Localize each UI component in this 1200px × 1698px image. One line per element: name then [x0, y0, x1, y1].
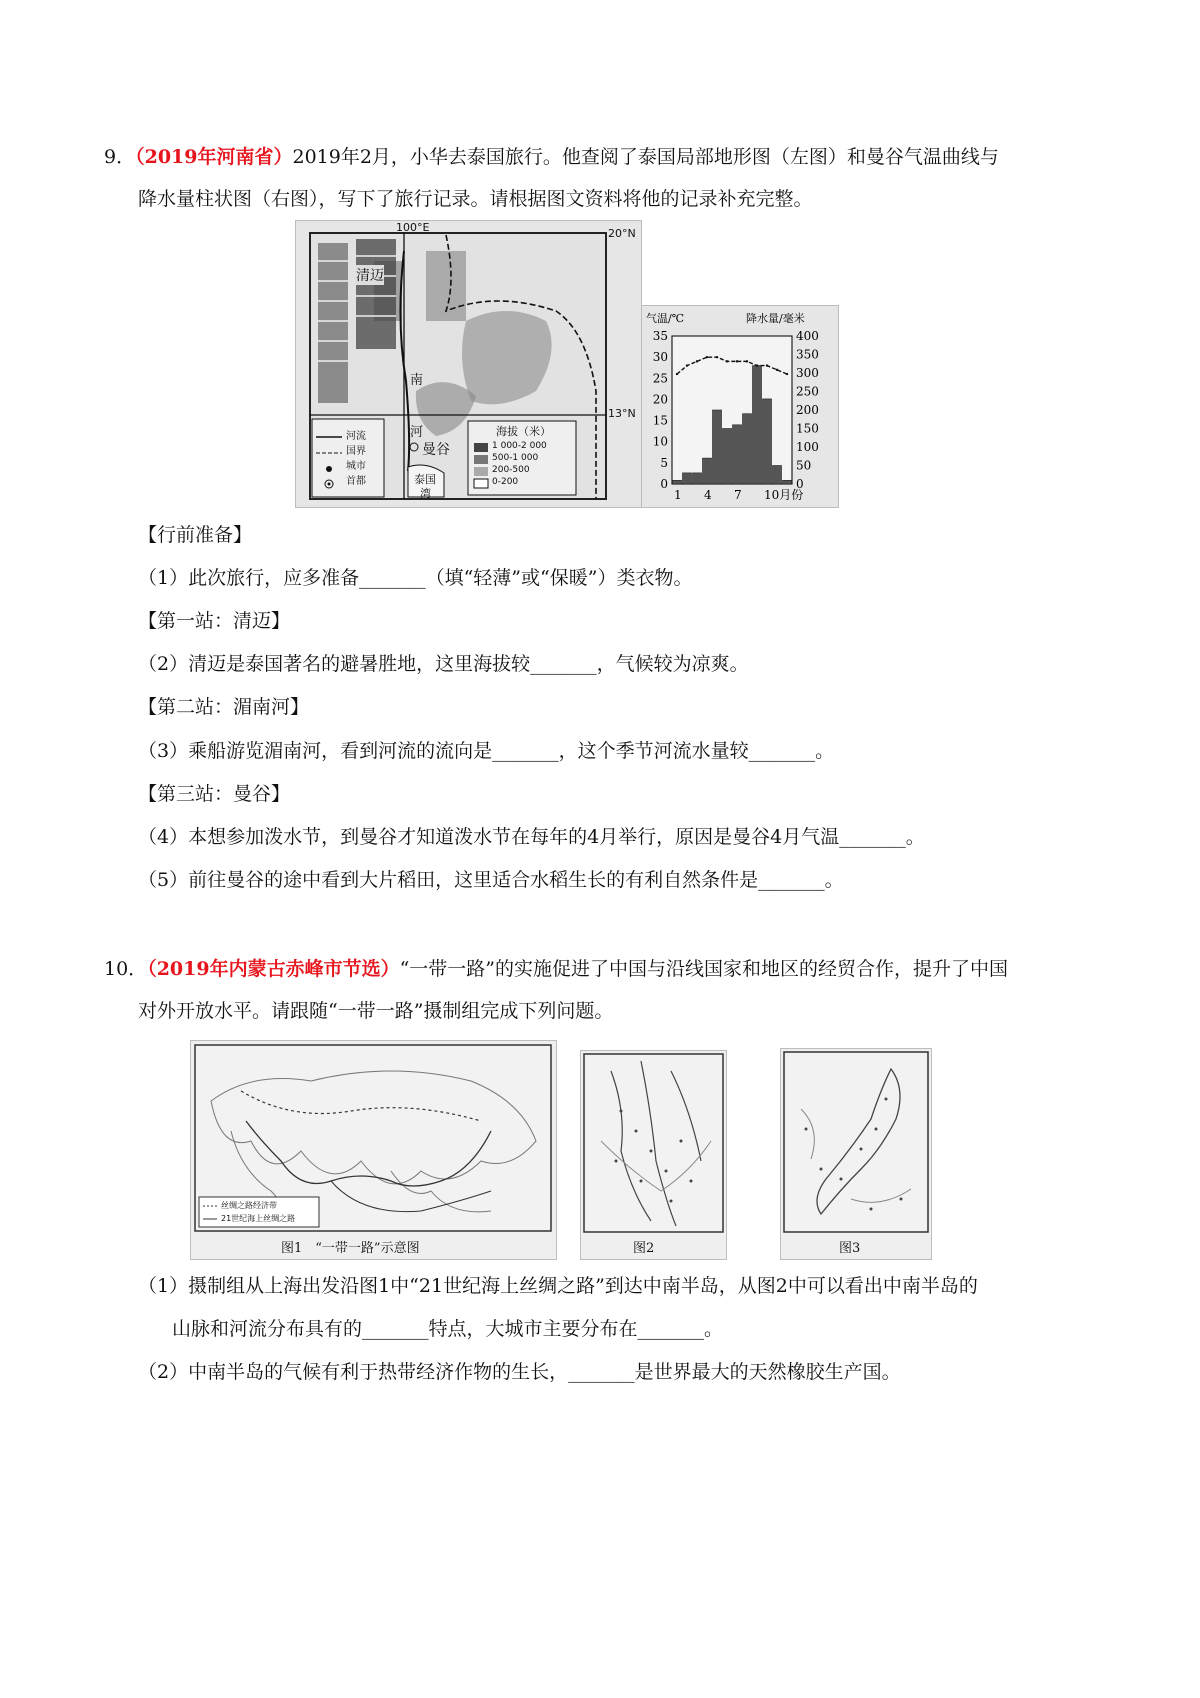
- chart-plot-area: [672, 336, 792, 484]
- fig1-caption: 图1 “一带一路”示意图: [281, 1241, 420, 1256]
- climate-chart-svg: [642, 306, 838, 507]
- q9-sub5: （5）前往曼谷的途中看到大片稻田，这里适合水稻生长的有利自然条件是_______。: [138, 869, 844, 891]
- temperature-point: [746, 360, 748, 362]
- precip-bar: [743, 414, 752, 484]
- map-legend-items: 1 000-2 000 500-1 000 200-500 0-200: [492, 441, 547, 487]
- fig1-legend: 丝绸之路经济带 21世纪海上丝绸之路: [221, 1201, 296, 1223]
- indochina-map-fig2: [580, 1050, 727, 1260]
- q9-sub4: （4）本想参加泼水节，到曼谷才知道泼水节在每年的4月举行，原因是曼谷4月气温_______。: [138, 826, 925, 848]
- chart-right-tick: 50: [796, 458, 812, 473]
- q10-sub2: （2）中南半岛的气候有利于热带经济作物的生长，_______是世界最大的天然橡胶生产国。: [138, 1361, 901, 1383]
- precip-bar: [683, 473, 692, 484]
- temperature-point: [736, 360, 738, 362]
- map-legend-title: 海拔（米）: [496, 425, 551, 438]
- precip-bar: [723, 429, 732, 485]
- fig3-caption: 图3: [839, 1241, 861, 1256]
- chart-left-tick: 20: [652, 392, 668, 407]
- bangkok-climate-chart: [641, 305, 839, 508]
- chart-x-tick: 7: [734, 488, 742, 502]
- map-lat-mid: 13°N: [608, 407, 636, 420]
- thailand-terrain-map: [295, 220, 642, 508]
- chart-right-tick: 400: [796, 329, 819, 343]
- temperature-point: [726, 360, 728, 362]
- chart-left-tick: 0: [660, 477, 668, 491]
- map-place-nan: 南: [410, 373, 424, 388]
- chart-left-tick: 15: [652, 413, 668, 428]
- chart-right-tick: 100: [796, 440, 819, 454]
- temperature-point: [786, 373, 788, 375]
- precip-bar: [673, 480, 682, 484]
- temperature-point: [756, 364, 758, 366]
- map-lon-label: 100°E: [396, 221, 430, 234]
- temperature-point: [776, 369, 778, 371]
- map-lat-top: 20°N: [608, 227, 636, 240]
- q9-section1: 【行前准备】: [138, 524, 253, 546]
- q9-section3: 【第二站：湄南河】: [138, 696, 310, 718]
- precip-bar: [763, 399, 772, 484]
- q10-stem-text1: “一带一路”的实施促进了中国与沿线国家和地区的经贸合作，提升了中国: [399, 958, 1009, 980]
- belt-road-map: [190, 1040, 557, 1260]
- precip-bar: [783, 480, 792, 484]
- map-fig3: [780, 1048, 932, 1260]
- chart-right-tick: 250: [796, 384, 819, 399]
- precip-bar: [693, 473, 702, 484]
- precip-bar: [773, 466, 782, 485]
- q9-sub1: （1）此次旅行，应多准备_______（填“轻薄”或“保暖”）类衣物。: [138, 567, 693, 589]
- chart-right-tick: 350: [796, 347, 819, 362]
- q9-stem-line2: 降水量柱状图（右图），写下了旅行记录。请根据图文资料将他的记录补充完整。: [138, 188, 813, 210]
- precip-bar: [753, 366, 762, 484]
- q10-sub1-line1: （1）摄制组从上海出发沿图1中“21世纪海上丝绸之路”到达中南半岛，从图2中可以看出中南半岛的: [138, 1275, 978, 1297]
- q9-stem-line1: [104, 144, 999, 170]
- chart-left-tick: 30: [652, 350, 668, 365]
- chart-x-tick: 1: [674, 488, 682, 502]
- chart-right-tick: 0: [796, 477, 804, 491]
- fig2-caption: 图2: [633, 1241, 655, 1256]
- q10-number: 10．: [104, 958, 148, 980]
- temperature-point: [696, 360, 698, 362]
- precip-bar: [703, 458, 712, 484]
- map-place-chiangmai: 清迈: [356, 265, 384, 285]
- temperature-point: [766, 364, 768, 366]
- chart-left-axis-label: 气温/℃: [646, 312, 685, 325]
- q9-sub3: （3）乘船游览湄南河，看到河流的流向是_______，这个季节河流水量较_______。: [138, 740, 835, 762]
- chart-left-tick: 25: [652, 371, 668, 386]
- temperature-point: [716, 356, 718, 358]
- chart-x-tick: 10月份: [764, 488, 804, 502]
- precip-bar: [713, 410, 722, 484]
- chart-left-tick: 5: [660, 455, 668, 470]
- map-place-thai: 泰国: [414, 473, 436, 486]
- q10-stem-line2: 对外开放水平。请跟随“一带一路”摄制组完成下列问题。: [138, 1000, 614, 1022]
- chart-left-tick: 35: [652, 329, 668, 343]
- chart-left-tick: 10: [652, 434, 668, 449]
- chart-right-axis-label: 降水量/毫米: [746, 312, 805, 325]
- chart-right-tick: 150: [796, 421, 819, 436]
- map-legend-left: 河流 国界 城市 首都: [346, 431, 366, 487]
- q9-stem-text1: 2019年2月，小华去泰国旅行。他查阅了泰国局部地形图（左图）和曼谷气温曲线与: [292, 146, 999, 168]
- q9-number: 9．: [104, 146, 136, 168]
- chart-x-tick: 4: [704, 488, 712, 502]
- q9-sub2: （2）清迈是泰国著名的避暑胜地，这里海拔较_______，气候较为凉爽。: [138, 653, 749, 675]
- q10-source: （2019年内蒙古赤峰市节选）: [147, 958, 400, 980]
- map-place-gulf: 湾: [420, 487, 431, 500]
- q10-sub1-line2: 山脉和河流分布具有的_______特点，大城市主要分布在_______。: [172, 1318, 724, 1340]
- temperature-point: [706, 356, 708, 358]
- q9-section2: 【第一站：清迈】: [138, 610, 291, 632]
- chart-right-tick: 300: [796, 366, 819, 380]
- temperature-point: [686, 364, 688, 366]
- precip-bar: [733, 425, 742, 484]
- q9-source: （2019年河南省）: [135, 146, 293, 168]
- temperature-point: [676, 373, 678, 375]
- q9-section4: 【第三站：曼谷】: [138, 783, 291, 805]
- map-place-bangkok: 曼谷: [422, 442, 450, 458]
- map-place-he: 河: [410, 425, 424, 440]
- chart-right-tick: 200: [796, 403, 819, 417]
- q10-stem-line1: [104, 956, 1008, 982]
